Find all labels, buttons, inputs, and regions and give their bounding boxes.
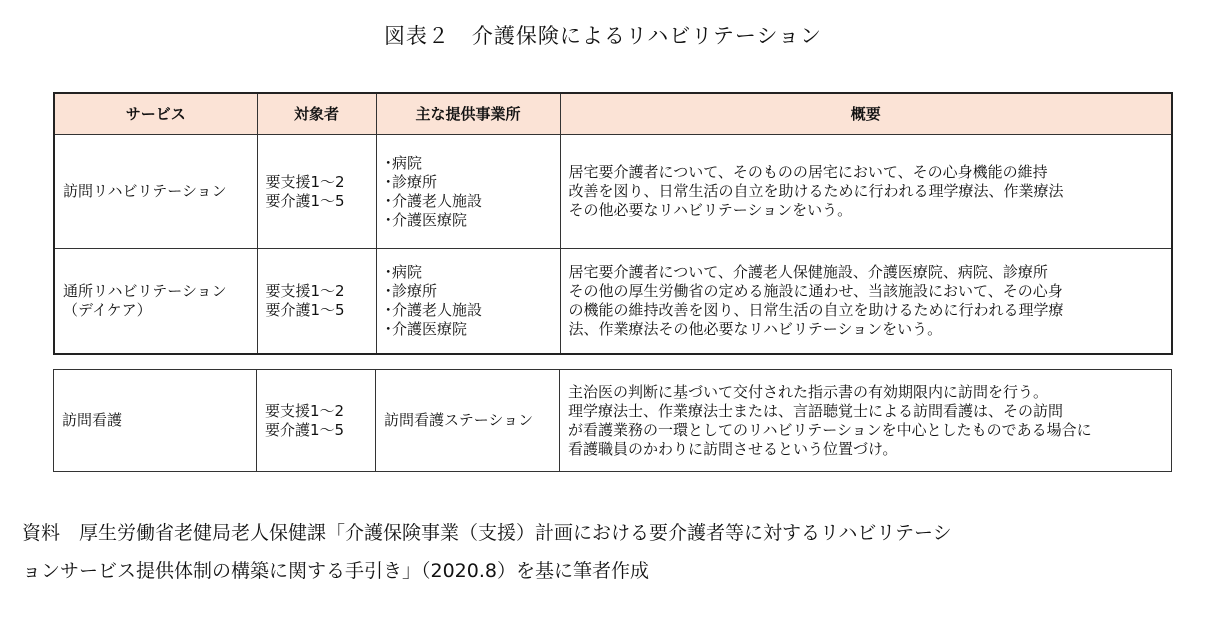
provider-item: ･診療所 — [384, 172, 438, 191]
provider-cell — [376, 370, 560, 472]
service-name: 通所リハビリテーション — [63, 282, 227, 300]
source-line: ョンサービス提供体制の構築に関する手引き」（2020.8）を基に筆者作成 — [22, 560, 649, 582]
summary-line: 改善を図り、日常生活の自立を助けるために行われる理学療法、作業療法 — [568, 182, 1064, 200]
summary-line: その他必要なリハビリテーションをいう。 — [568, 201, 853, 219]
source-line: 資料 厚生労働省老健局老人保健課「介護保険事業（支援）計画における要介護者等に対するリハビリテーシ — [22, 522, 952, 544]
service-cell — [54, 249, 257, 355]
service-name-sub: （デイケア） — [63, 301, 152, 319]
table-row — [54, 249, 1172, 355]
summary-cell — [560, 135, 1172, 249]
summary-line: 居宅要介護者について、介護老人保健施設、介護医療院、病院、診療所 — [568, 263, 1048, 281]
header-provider: 主な提供事業所 — [376, 93, 560, 135]
summary-cell — [560, 370, 1172, 472]
provider-item: 訪問看護ステーション — [384, 411, 534, 429]
target-cell — [257, 370, 376, 472]
table-row — [54, 370, 1172, 472]
table-row — [54, 135, 1172, 249]
summary-line: の機能の維持改善を図り、日常生活の自立を助けるために行われる理学療 — [568, 301, 1064, 319]
service-cell — [54, 135, 257, 249]
summary-line: 主治医の判断に基づいて交付された指示書の有効期限内に訪問を行う。 — [568, 382, 1049, 401]
summary-line: 法、作業療法その他必要なリハビリテーションをいう。 — [568, 320, 943, 338]
header-summary: 概要 — [560, 93, 1172, 135]
page-title: 図表２ 介護保険によるリハビリテーション — [383, 24, 823, 48]
provider-item: ･診療所 — [384, 282, 438, 300]
table-header-row — [54, 93, 1172, 135]
header-target: 対象者 — [257, 93, 376, 135]
summary-line: が看護業務の一環としてのリハビリテーションを中心としたものである場合に — [568, 420, 1092, 439]
header-service: サービス — [54, 93, 257, 135]
provider-item: ･介護医療院 — [384, 210, 468, 229]
target-line: 要支援1～2 — [265, 282, 345, 300]
target-line: 要介護1～5 — [265, 301, 345, 319]
target-line: 要介護1～5 — [265, 191, 345, 210]
summary-line: 居宅要介護者について、そのものの居宅において、その心身機能の維持 — [568, 163, 1048, 181]
summary-line: 理学療法士、作業療法士または、言語聴覚士による訪問看護は、その訪問 — [568, 401, 1064, 420]
provider-item: ･介護老人施設 — [384, 301, 483, 319]
target-line: 要支援1～2 — [265, 401, 345, 420]
target-line: 要支援1～2 — [265, 172, 345, 191]
home-nursing-table — [53, 369, 1172, 472]
service-cell — [54, 370, 257, 472]
provider-item: ･病院 — [384, 263, 423, 281]
summary-line: その他の厚生労働省の定める施設に通わせ、当該施設において、その心身 — [568, 282, 1063, 300]
rehab-services-table — [53, 92, 1173, 355]
provider-item: ･病院 — [384, 153, 423, 172]
target-line: 要介護1～5 — [265, 420, 345, 439]
summary-line: 看護職員のかわりに訪問させるという位置づけ。 — [568, 439, 898, 458]
provider-item: ･介護医療院 — [384, 320, 468, 338]
service-name: 訪問リハビリテーション — [63, 182, 227, 200]
service-name: 訪問看護 — [62, 411, 123, 429]
source-note — [22, 514, 1192, 590]
target-cell — [257, 249, 376, 355]
provider-cell — [376, 249, 560, 355]
provider-cell — [376, 135, 560, 249]
summary-cell — [560, 249, 1172, 355]
target-cell — [257, 135, 376, 249]
provider-item: ･介護老人施設 — [384, 191, 483, 210]
